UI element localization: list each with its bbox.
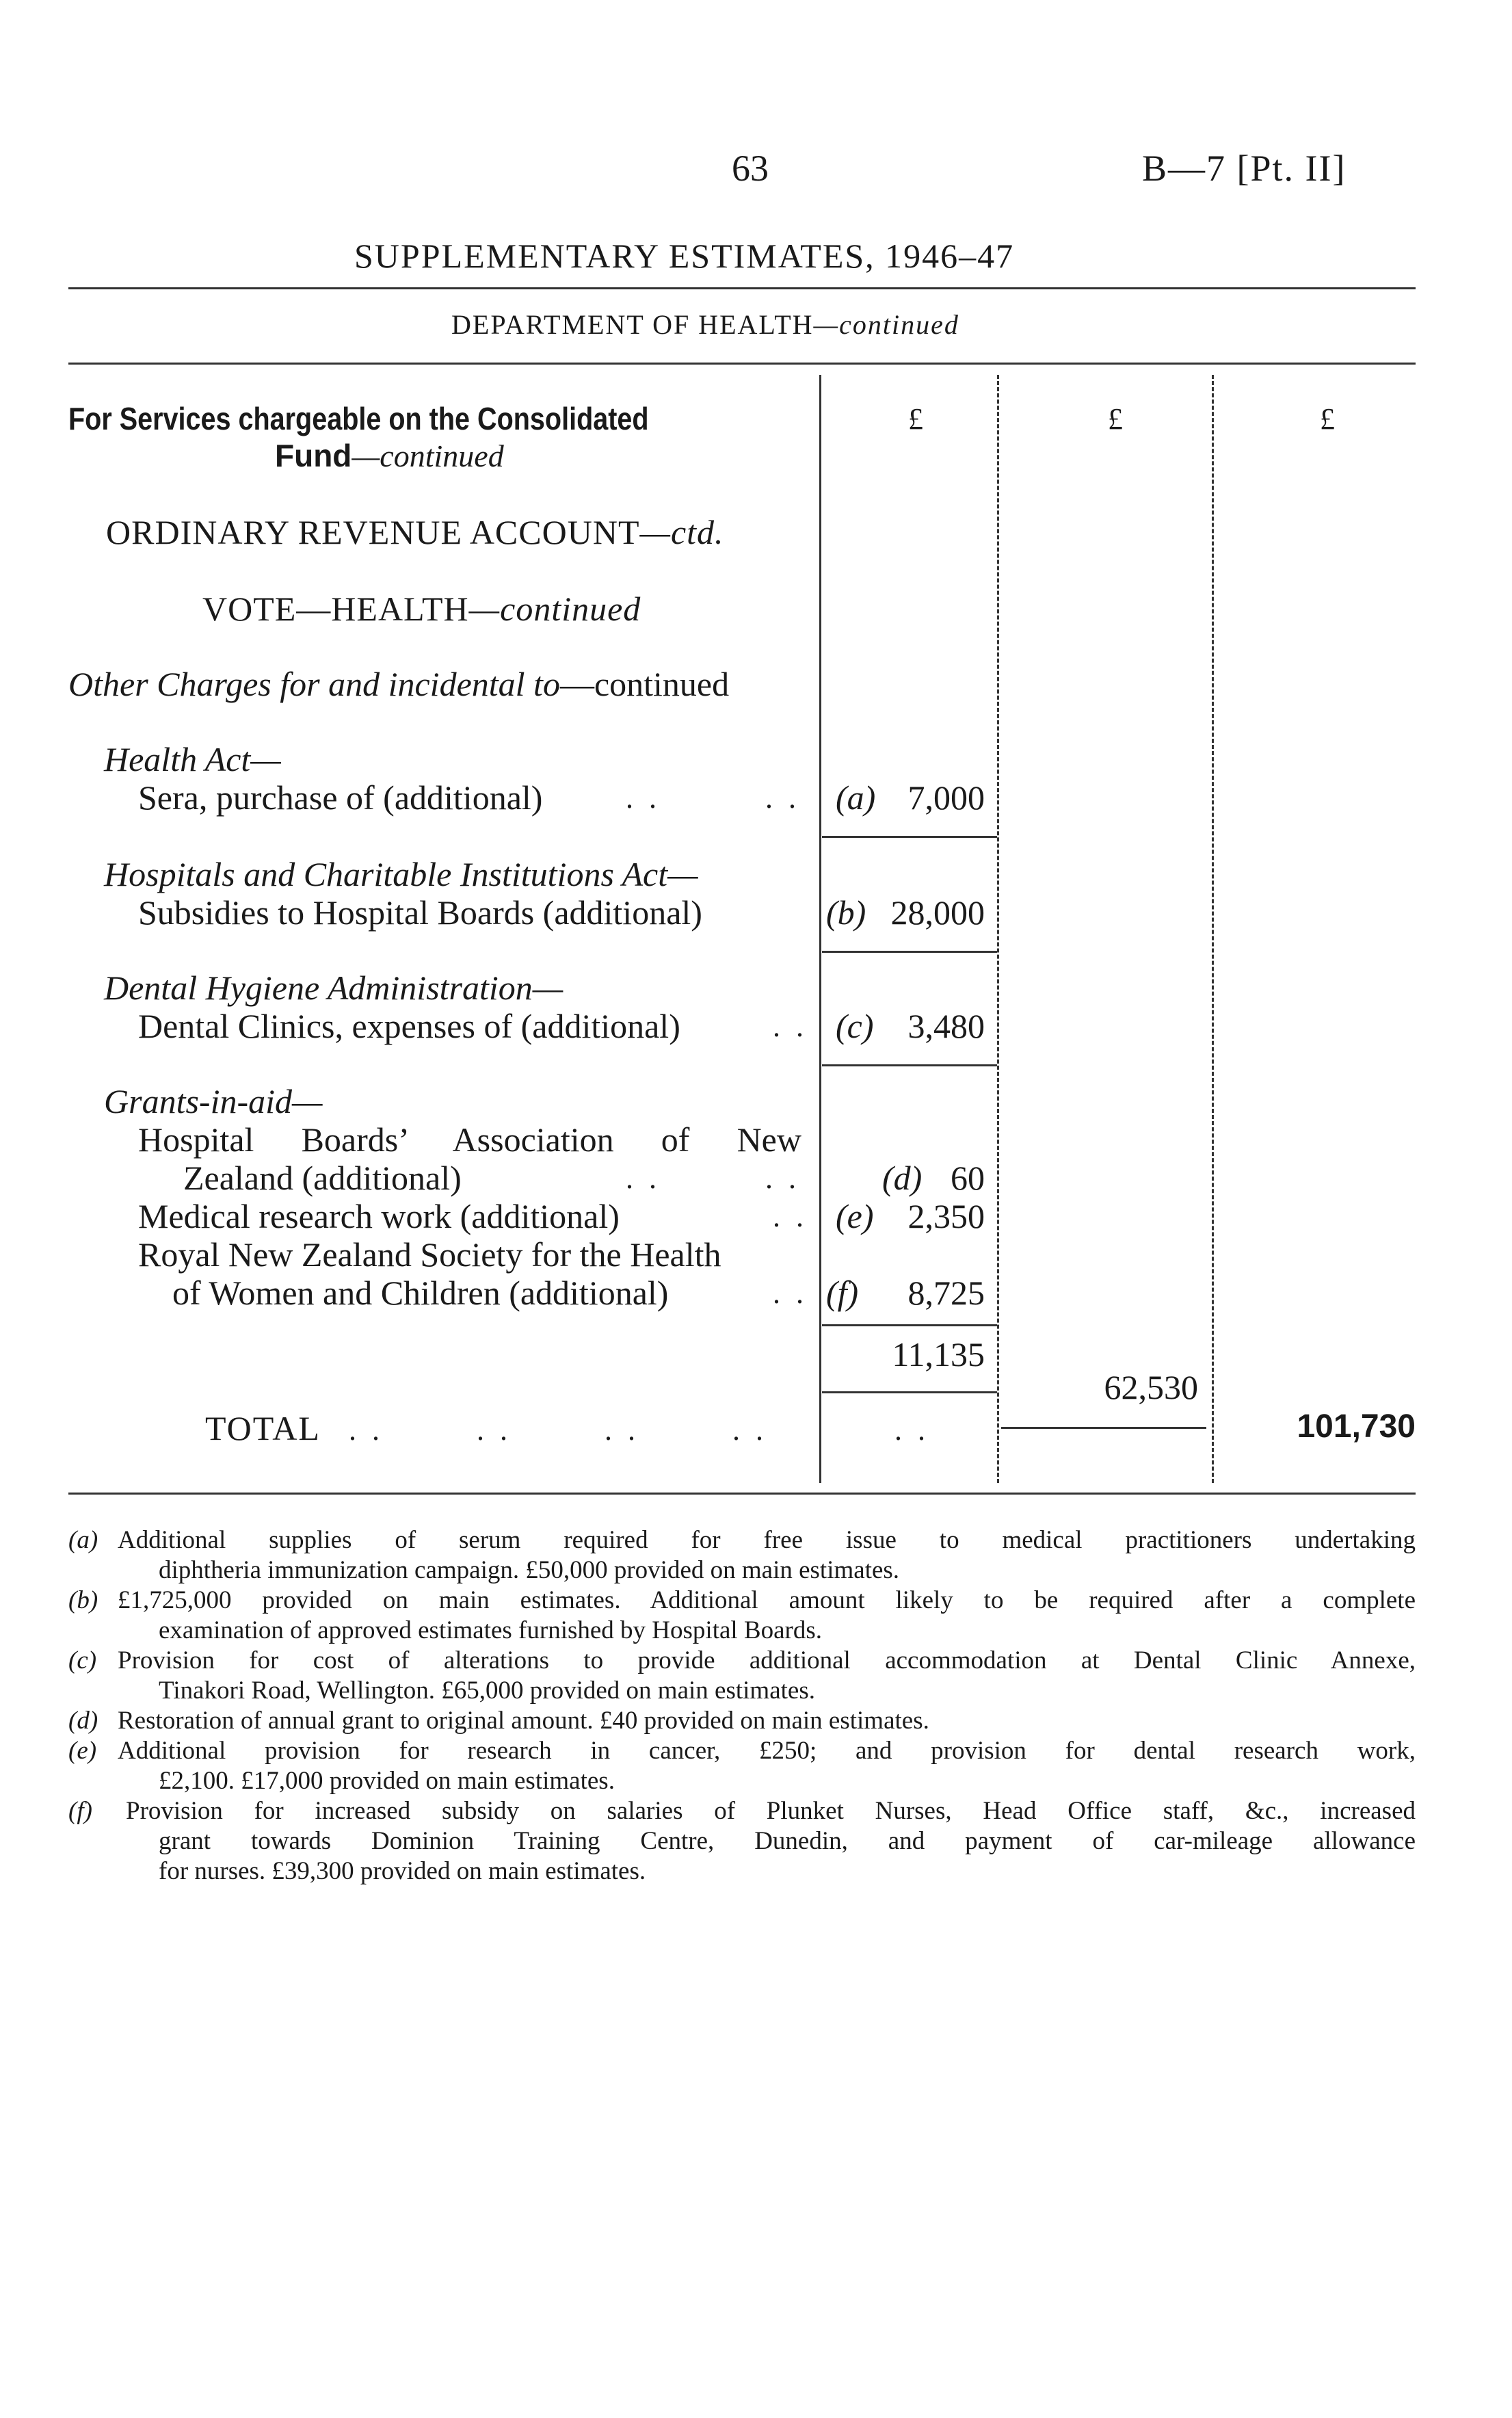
other-charges-label: Other Charges for and incidental to [68, 665, 560, 703]
footnote-b-key: (b) [68, 1586, 98, 1614]
footnote-a-key: (a) [68, 1526, 98, 1554]
account-name: ORDINARY REVENUE ACCOUNT [106, 513, 640, 551]
department-heading [451, 309, 959, 341]
amount-c [836, 1007, 985, 1045]
column-rule-1 [819, 375, 821, 1483]
column2-total: 62,530 [1104, 1368, 1198, 1406]
footnote-f-line3: for nurses. £39,300 provided on main estimates. [159, 1857, 646, 1885]
footnote-b-line1: £1,725,000 provided on main estimates. Additional amount likely to be required after a complete [118, 1586, 1416, 1614]
footnote-f-line1: Provision for increased subsidy on salaries of Plunket Nurses, Head Office staff, &c., increased [126, 1797, 1416, 1825]
leader-dots: . . [894, 1413, 929, 1447]
account-continued: —ctd. [639, 513, 724, 551]
department-name: DEPARTMENT OF HEALTH [451, 309, 814, 340]
royal-society-line1: Royal New Zealand Society for the Health [138, 1235, 721, 1274]
rule-f [822, 1324, 997, 1326]
amount-c-value: 3,480 [907, 1007, 985, 1045]
footnote-d-key: (d) [68, 1707, 98, 1735]
leader-dots: . . [773, 1010, 808, 1043]
amount-d-key: (d) [882, 1159, 923, 1197]
other-charges-continued: —continued [559, 665, 730, 703]
rule-column2 [1001, 1427, 1206, 1429]
column-header-3: £ [1320, 402, 1335, 436]
leader-dots: . . . . . . . . [349, 1413, 767, 1447]
amount-a [836, 778, 985, 817]
leader-dots: . . [773, 1200, 808, 1233]
grants-heading: Grants-in-aid— [104, 1082, 323, 1120]
rule-a [822, 836, 997, 838]
amount-d [882, 1159, 985, 1197]
column-rule-3 [1212, 375, 1214, 1483]
royal-society-line2: of Women and Children (additional) [172, 1274, 669, 1312]
footnote-f-key: (f) [68, 1797, 92, 1825]
hospital-boards-association-line1: Hospital Boards’ Association of New [138, 1120, 801, 1159]
footnote-a-line2: diphtheria immunization campaign. £50,000 provided on main estimates. [159, 1556, 900, 1584]
amount-d-value: 60 [951, 1159, 985, 1197]
leader-dots: . . [773, 1276, 808, 1310]
other-charges-heading [68, 665, 729, 703]
rule-subtotal [822, 1391, 997, 1393]
table-top-rule [68, 363, 1416, 365]
services-heading-line1: For Services chargeable on the Consolidated [68, 401, 649, 436]
total-label: TOTAL [205, 1409, 321, 1447]
amount-f [826, 1274, 985, 1312]
subsidies-item: Subsidies to Hospital Boards (additional) [138, 893, 702, 932]
amount-f-value: 8,725 [907, 1274, 985, 1312]
account-heading [106, 513, 724, 551]
footnote-e-key: (e) [68, 1737, 97, 1765]
title-rule [68, 287, 1416, 289]
page-number: 63 [732, 148, 769, 189]
subtotal-amount: 11,135 [892, 1335, 985, 1374]
dental-clinics-item: Dental Clinics, expenses of (additional) [138, 1007, 680, 1045]
footnote-f-line2: grant towards Dominion Training Centre, Dunedin, and payment of car-mileage allowance [159, 1827, 1416, 1855]
amount-b-value: 28,000 [890, 893, 985, 932]
footnote-d-line1: Restoration of annual grant to original amount. £40 provided on main estimates. [118, 1707, 929, 1735]
amount-c-key: (c) [836, 1007, 874, 1045]
amount-b [826, 893, 985, 932]
vote-continued: —continued [468, 590, 641, 628]
table-bottom-rule [68, 1493, 1416, 1495]
sera-item: Sera, purchase of (additional) [138, 778, 543, 817]
footnote-c-key: (c) [68, 1646, 97, 1674]
footnote-e-line2: £2,100. £17,000 provided on main estimates. [159, 1767, 615, 1795]
amount-b-key: (b) [826, 893, 866, 932]
amount-e [836, 1197, 985, 1235]
column-header-1: £ [908, 402, 923, 436]
amount-a-value: 7,000 [907, 778, 985, 817]
vote-name: VOTE—HEALTH [202, 590, 469, 628]
dental-admin-heading: Dental Hygiene Administration— [104, 969, 563, 1007]
department-continued: —continued [813, 309, 959, 340]
rule-c [822, 1064, 997, 1066]
rule-b [822, 951, 997, 953]
services-continued: —continued [352, 438, 504, 473]
amount-e-value: 2,350 [907, 1197, 985, 1235]
document-reference: B—7 [Pt. II] [1142, 148, 1347, 189]
hospitals-act-heading: Hospitals and Charitable Institutions Act— [104, 855, 698, 893]
vote-heading [202, 590, 641, 628]
hospital-boards-association-line2: Zealand (additional) [183, 1159, 462, 1197]
column-header-2: £ [1108, 402, 1123, 436]
medical-research-item: Medical research work (additional) [138, 1197, 620, 1235]
amount-e-key: (e) [836, 1197, 874, 1235]
footnote-b-line2: examination of approved estimates furnished by Hospital Boards. [159, 1616, 823, 1644]
leader-dots: . . . . [626, 1161, 800, 1195]
grand-total: 101,730 [1297, 1408, 1416, 1445]
column-rule-2 [997, 375, 999, 1483]
footnote-c-line2: Tinakori Road, Wellington. £65,000 provided on main estimates. [159, 1677, 815, 1705]
footnote-a-line1: Additional supplies of serum required for free issue to medical practitioners undertaking [118, 1526, 1416, 1554]
amount-a-key: (a) [836, 778, 876, 817]
page-title: SUPPLEMENTARY ESTIMATES, 1946–47 [354, 237, 1015, 275]
footnote-c-line1: Provision for cost of alterations to provide additional accommodation at Dental Clinic Annexe, [118, 1646, 1416, 1674]
footnote-e-line1: Additional provision for research in cancer, £250; and provision for dental research work, [118, 1737, 1416, 1765]
services-fund: Fund [275, 438, 352, 473]
leader-dots: . . . . [626, 781, 800, 815]
services-heading-line2 [275, 438, 504, 474]
health-act-heading: Health Act— [104, 740, 281, 778]
amount-f-key: (f) [826, 1274, 859, 1312]
